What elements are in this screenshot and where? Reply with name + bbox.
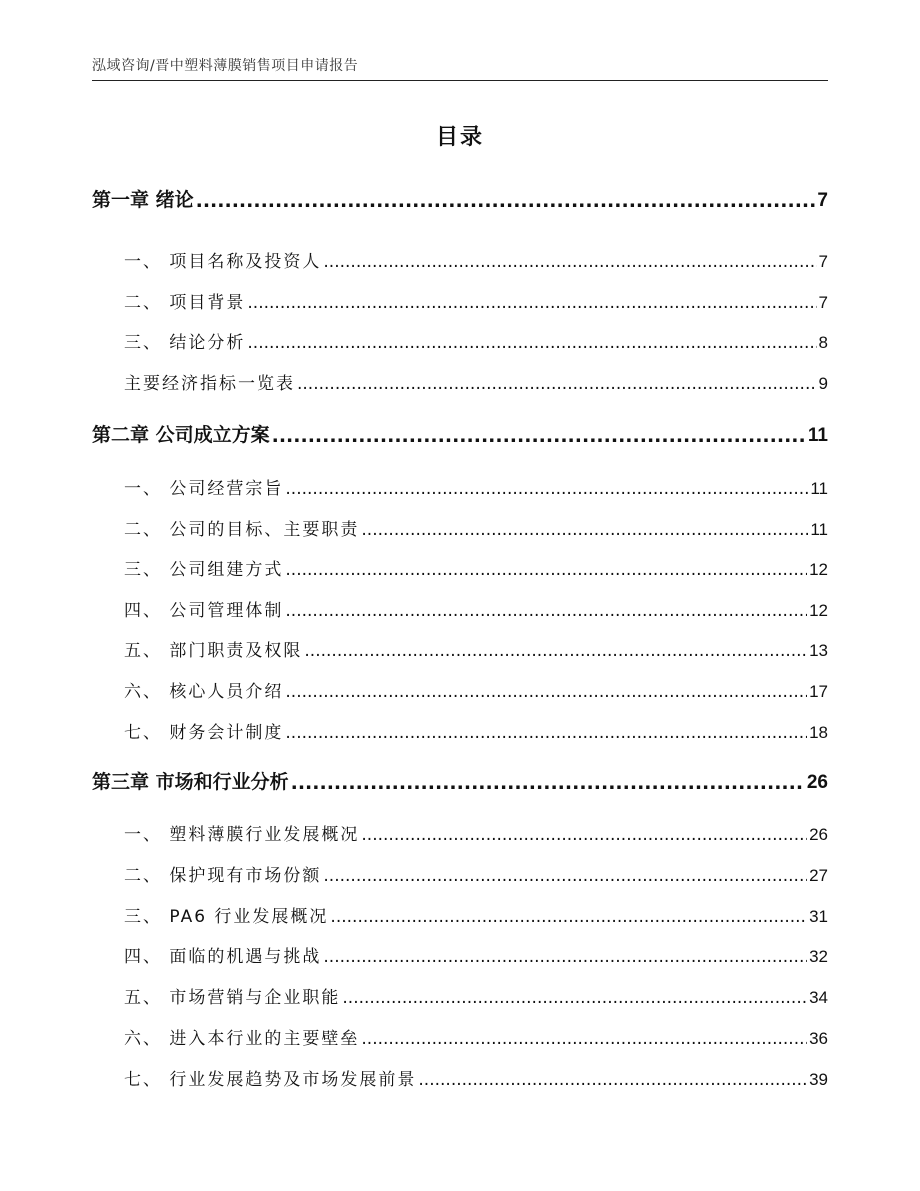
- toc-leader-dots: [361, 825, 807, 845]
- toc-section-entry[interactable]: [124, 942, 828, 967]
- toc-leader-dots: [323, 252, 816, 272]
- toc-leader-dots: [247, 333, 816, 353]
- toc-entry-page: 7: [818, 252, 828, 271]
- toc-entry-page: 32: [809, 947, 828, 966]
- toc-entry-page: 36: [809, 1029, 828, 1048]
- toc-section-entry[interactable]: [124, 328, 828, 353]
- toc-entry-label: 四、 公司管理体制: [124, 601, 284, 621]
- toc-leader-dots: [361, 520, 808, 540]
- toc-entry-page: 7: [817, 190, 828, 211]
- toc-section-entry[interactable]: [124, 983, 828, 1008]
- toc-entry-label: 七、 财务会计制度: [124, 723, 284, 743]
- toc-leader-dots: [323, 866, 807, 886]
- toc-leader-dots: [330, 907, 807, 927]
- toc-entry-label: 一、 项目名称及投资人: [124, 252, 322, 272]
- toc-leader-dots: [342, 988, 807, 1008]
- toc-leader-dots: [304, 641, 807, 661]
- toc-leader-dots: [272, 425, 806, 447]
- toc-section-entry[interactable]: [124, 1024, 828, 1049]
- toc-entry-label: 一、 公司经营宗旨: [124, 479, 284, 499]
- toc-chapter-entry[interactable]: [92, 420, 828, 447]
- toc-section-entry[interactable]: [124, 555, 828, 580]
- toc-leader-dots: [418, 1070, 807, 1090]
- toc-entry-label: 四、 面临的机遇与挑战: [124, 947, 322, 967]
- toc-entry-label: 三、 结论分析: [124, 333, 246, 353]
- toc-entry-page: 11: [810, 520, 828, 539]
- toc-entry-page: 13: [809, 641, 828, 660]
- toc-entry-label: 第一章 绪论: [92, 189, 194, 211]
- toc-leader-dots: [285, 682, 807, 702]
- toc-entry-page: 26: [806, 772, 828, 793]
- toc-section-entry[interactable]: [124, 861, 828, 886]
- toc-entry-page: 26: [809, 825, 828, 844]
- toc-leader-dots: [323, 947, 807, 967]
- toc-leader-dots: [196, 190, 816, 212]
- toc-entry-label: 五、 市场营销与企业职能: [124, 988, 341, 1008]
- toc-section-entry[interactable]: [124, 1065, 828, 1090]
- toc-chapter-entry[interactable]: [92, 767, 828, 794]
- toc-section-entry[interactable]: [124, 820, 828, 845]
- toc-section-entry[interactable]: [124, 596, 828, 621]
- toc-chapter-entry[interactable]: [92, 185, 828, 212]
- toc-section-entry[interactable]: [124, 902, 828, 927]
- toc-entry-page: 31: [809, 907, 828, 926]
- toc-entry-label: 第二章 公司成立方案: [92, 424, 270, 446]
- toc-leader-dots: [291, 772, 805, 794]
- toc-leader-dots: [247, 293, 816, 313]
- toc-entry-label: 六、 核心人员介绍: [124, 682, 284, 702]
- toc-section-entry[interactable]: [124, 636, 828, 661]
- toc-title: 目录: [435, 125, 484, 150]
- toc-entry-page: 9: [818, 374, 828, 393]
- toc-entry-label: 五、 部门职责及权限: [124, 641, 303, 661]
- toc-entry-page: 11: [810, 479, 828, 498]
- toc-entry-page: 27: [809, 866, 828, 885]
- toc-entry-page: 11: [807, 425, 828, 446]
- toc-entry-label: 三、 PA6 行业发展概况: [124, 907, 329, 927]
- toc-entry-label: 第三章 市场和行业分析: [92, 771, 289, 793]
- toc-section-entry[interactable]: [124, 515, 828, 540]
- toc-entry-label: 三、 公司组建方式: [124, 560, 284, 580]
- toc-leader-dots: [285, 723, 807, 743]
- toc-entry-page: 34: [809, 988, 828, 1007]
- toc-leader-dots: [285, 560, 807, 580]
- toc-entry-label: 一、 塑料薄膜行业发展概况: [124, 825, 360, 845]
- toc-entry-label: 七、 行业发展趋势及市场发展前景: [124, 1070, 417, 1090]
- toc-entry-label: 二、 公司的目标、主要职责: [124, 520, 360, 540]
- toc-entry-page: 18: [809, 723, 828, 742]
- running-header: 泓域咨询/晋中塑料薄膜销售项目申请报告: [92, 58, 359, 74]
- toc-section-entry[interactable]: [124, 677, 828, 702]
- toc-entry-page: 12: [809, 560, 828, 579]
- toc-section-entry[interactable]: [124, 288, 828, 313]
- toc-entry-label: 二、 项目背景: [124, 293, 246, 313]
- toc-entry-page: 17: [809, 682, 828, 701]
- toc-entry-label: 主要经济指标一览表: [124, 374, 295, 394]
- toc-section-entry[interactable]: [124, 474, 828, 499]
- toc-entry-page: 12: [809, 601, 828, 620]
- toc-section-entry[interactable]: [124, 369, 828, 394]
- toc-entry-page: 39: [809, 1070, 828, 1089]
- toc-entry-page: 8: [818, 333, 828, 352]
- toc-entry-page: 7: [818, 293, 828, 312]
- toc-entry-label: 六、 进入本行业的主要壁垒: [124, 1029, 360, 1049]
- header-rule: [92, 80, 828, 81]
- toc-section-entry[interactable]: [124, 718, 828, 743]
- toc-leader-dots: [297, 374, 817, 394]
- toc-section-entry[interactable]: [124, 247, 828, 272]
- toc-leader-dots: [285, 601, 807, 621]
- toc-entry-label: 二、 保护现有市场份额: [124, 866, 322, 886]
- toc-leader-dots: [285, 479, 808, 499]
- toc-leader-dots: [361, 1029, 807, 1049]
